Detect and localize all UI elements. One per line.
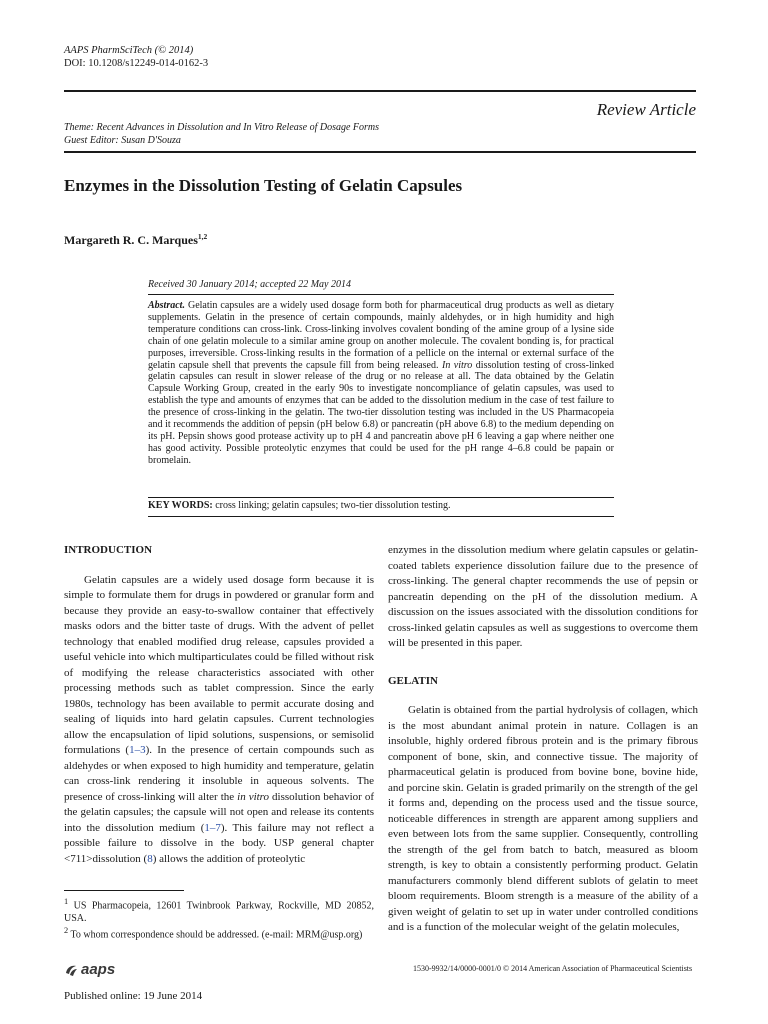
- abstract-label: Abstract.: [148, 300, 185, 311]
- left-column: [64, 543, 374, 867]
- top-rule: [64, 90, 696, 92]
- abstract-text-1: Gelatin capsules are a widely used dosage form both for pharmaceutical drug products as well as dietary supplements. Gelatin in the presence of certain compounds, mainly aldehydes, or in high humidity and high temperature conditions can cross-link. Cross-linking involves covalent bonding of the amine group of a lysine side chain of one gelatin molecule to a similar amine group on another molecule. The covalent bonding is, for practical purposes, irreversible. Cross-linking results in the formation of a pellicle on the internal or external surface of the gelatin capsule shell that prevents the capsule fill from being released.: [148, 300, 614, 371]
- header-bottom-rule: [64, 151, 696, 153]
- issn-copyright: 1530-9932/14/0000-0001/0 © 2014 American Association of Pharmaceutical Scientists: [413, 964, 693, 973]
- footnotes: [64, 896, 374, 942]
- journal-name: AAPS PharmSciTech (© 2014): [64, 45, 194, 56]
- citation-8[interactable]: 8: [147, 852, 153, 865]
- gelatin-heading: GELATIN: [388, 674, 438, 687]
- aaps-logo: [64, 961, 115, 978]
- right-column: [388, 543, 698, 936]
- intro-text-d: ). This failure may not reflect a possible failure to dissolve in the body. USP general chapter <711>dissolution (: [64, 821, 374, 865]
- author-affiliation: 1,2: [197, 232, 208, 241]
- doi[interactable]: DOI: 10.1208/s12249-014-0162-3: [64, 58, 209, 69]
- footnote-1: [64, 896, 374, 925]
- intro-text-e: ) allows the addition of proteolytic: [152, 852, 306, 865]
- paper-title: Enzymes in the Dissolution Testing of Gelatin Capsules: [64, 176, 463, 195]
- theme-block: [64, 121, 379, 147]
- footnote-1-text: US Pharmacopeia, 12601 Twinbrook Parkway, Rockville, MD 20852, USA.: [64, 900, 374, 924]
- intro-text-b: ). In the presence of certain compounds such as aldehydes or when exposed to high humidity and temperature, gelatin can cross-link rendering it insoluble in aqueous solvents. The presence of cross-linking will alter the: [64, 744, 374, 803]
- keywords-bottom-rule: [148, 516, 614, 517]
- footnote-2: [64, 925, 374, 942]
- gelatin-paragraph: Gelatin is obtained from the partial hydrolysis of collagen, which is the most abundant animal protein in nature. Collagen is an insoluble, highly ordered fibrous protein and is the primary fibrous component of bone, skin, and connective tissue. The majority of pharmaceutical gelatin is produced from bovine bone, bovine hide, and porcine skin. Gelatin is graded primarily on the strength of the gel it forms and, depending on the process used and the tissue source, noticeable differences in strength are apparent among suppliers and even between lots from the same supplier. Consequently, controlling the strength of the gel from batch to batch, measured as bloom strength, is key to obtain a consistently performing product. Gelatin manufacturers commonly blend different sublots of gelatin to meet bloom requirements. Bloom strength is a measure of the ability of a given weight of gelatin to set up in water under controlled conditions and is a function of the molecular weight of the gelatin molecules,: [388, 704, 698, 933]
- footnote-1-marker: 1: [64, 897, 69, 906]
- citation-1-7[interactable]: 1–7: [204, 821, 221, 834]
- article-type: Review Article: [596, 100, 696, 119]
- author: [64, 232, 207, 248]
- abstract-top-rule: [148, 294, 614, 295]
- keywords-text: cross linking; gelatin capsules; two-tier dissolution testing.: [212, 500, 451, 511]
- journal-header: [64, 44, 208, 70]
- guest-editor: Guest Editor: Susan D'Souza: [64, 135, 181, 146]
- footnote-rule: [64, 890, 184, 891]
- received-dates: Received 30 January 2014; accepted 22 May 2014: [148, 279, 351, 290]
- intro-text-c: dissolution behavior of the gelatin capsules; the capsule will not open and release its contents into the dissolution medium (: [64, 790, 374, 834]
- keywords-label: KEY WORDS:: [148, 500, 213, 511]
- abstract-text-2: dissolution testing of cross-linked gelatin capsules can result in slower release of the drug or no release at all. The data obtained by the Gelatin Capsule Working Group, created in the early 90s to investigate noncompliance of gelatin capsules, was used to establish the type and amounts of enzymes that can be added to the dissolution medium in the case of test failure to the presence of cross-linking in the gelatin. The two-tier dissolution testing was included in the US Pharmacopeia and it recommends the addition of pepsin (pH below 6.8) or pancreatin (pH above 6.8) to the medium depending on its pH. Pepsin shows good protease activity up to pH 4 and pancreatin above pH 6 leaving a gap where neither one has good activity. Possible proteolytic enzymes that could be used for the pH range 4–6.8 could be papain or bromelain.: [148, 359, 614, 466]
- introduction-paragraph: [64, 573, 374, 868]
- abstract: [148, 300, 614, 467]
- keywords: [148, 500, 614, 511]
- aaps-logo-text: aaps: [81, 961, 116, 978]
- footnote-2-text[interactable]: To whom correspondence should be addressed. (e-mail: MRM@usp.org): [68, 929, 363, 941]
- published-online: Published online: 19 June 2014: [64, 990, 203, 1002]
- citation-1-3[interactable]: 1–3: [129, 744, 146, 756]
- author-name: Margareth R. C. Marques: [64, 233, 198, 247]
- abstract-in-vitro: In vitro: [441, 359, 473, 371]
- intro-continuation: enzymes in the dissolution medium where gelatin capsules or gelatin-coated tablets experience dissolution failure due to the presence of cross-linking. The general chapter recommends the use of pepsin or pancreatin depending on the pH of the dissolution medium. A discussion on the issues associated with the dissolution conditions for cross-linked gelatin capsules as well as suggestions to overcome them will be presented in this paper.: [388, 544, 698, 649]
- intro-in-vitro: in vitro: [237, 790, 270, 803]
- introduction-heading: INTRODUCTION: [64, 544, 153, 556]
- intro-text-a: Gelatin capsules are a widely used dosage form because it is simple to formulate them for drugs in powdered or granular form and because they provide an easy-to-swallow container that effectively masks odors and the bitter taste of drugs. With the advent of pellet technology that enabled modified drug release, capsules provided a useful vehicle into which multiparticulates could be filled without risk of modifying the release characteristics associated with other processing methods such as tablet compression. Since the early 1980s, technology has been available to permit accurate dosing and sealing of liquids into hard gelatin capsules. Current technologies allow the encapsulation of lipid solutions, suspensions, or semisolid formulations (: [64, 573, 374, 756]
- abstract-bottom-rule: [148, 497, 614, 498]
- theme-line: Theme: Recent Advances in Dissolution and In Vitro Release of Dosage Forms: [64, 122, 380, 133]
- aaps-swirl-icon: [64, 963, 78, 977]
- footnote-2-marker: 2: [64, 926, 69, 936]
